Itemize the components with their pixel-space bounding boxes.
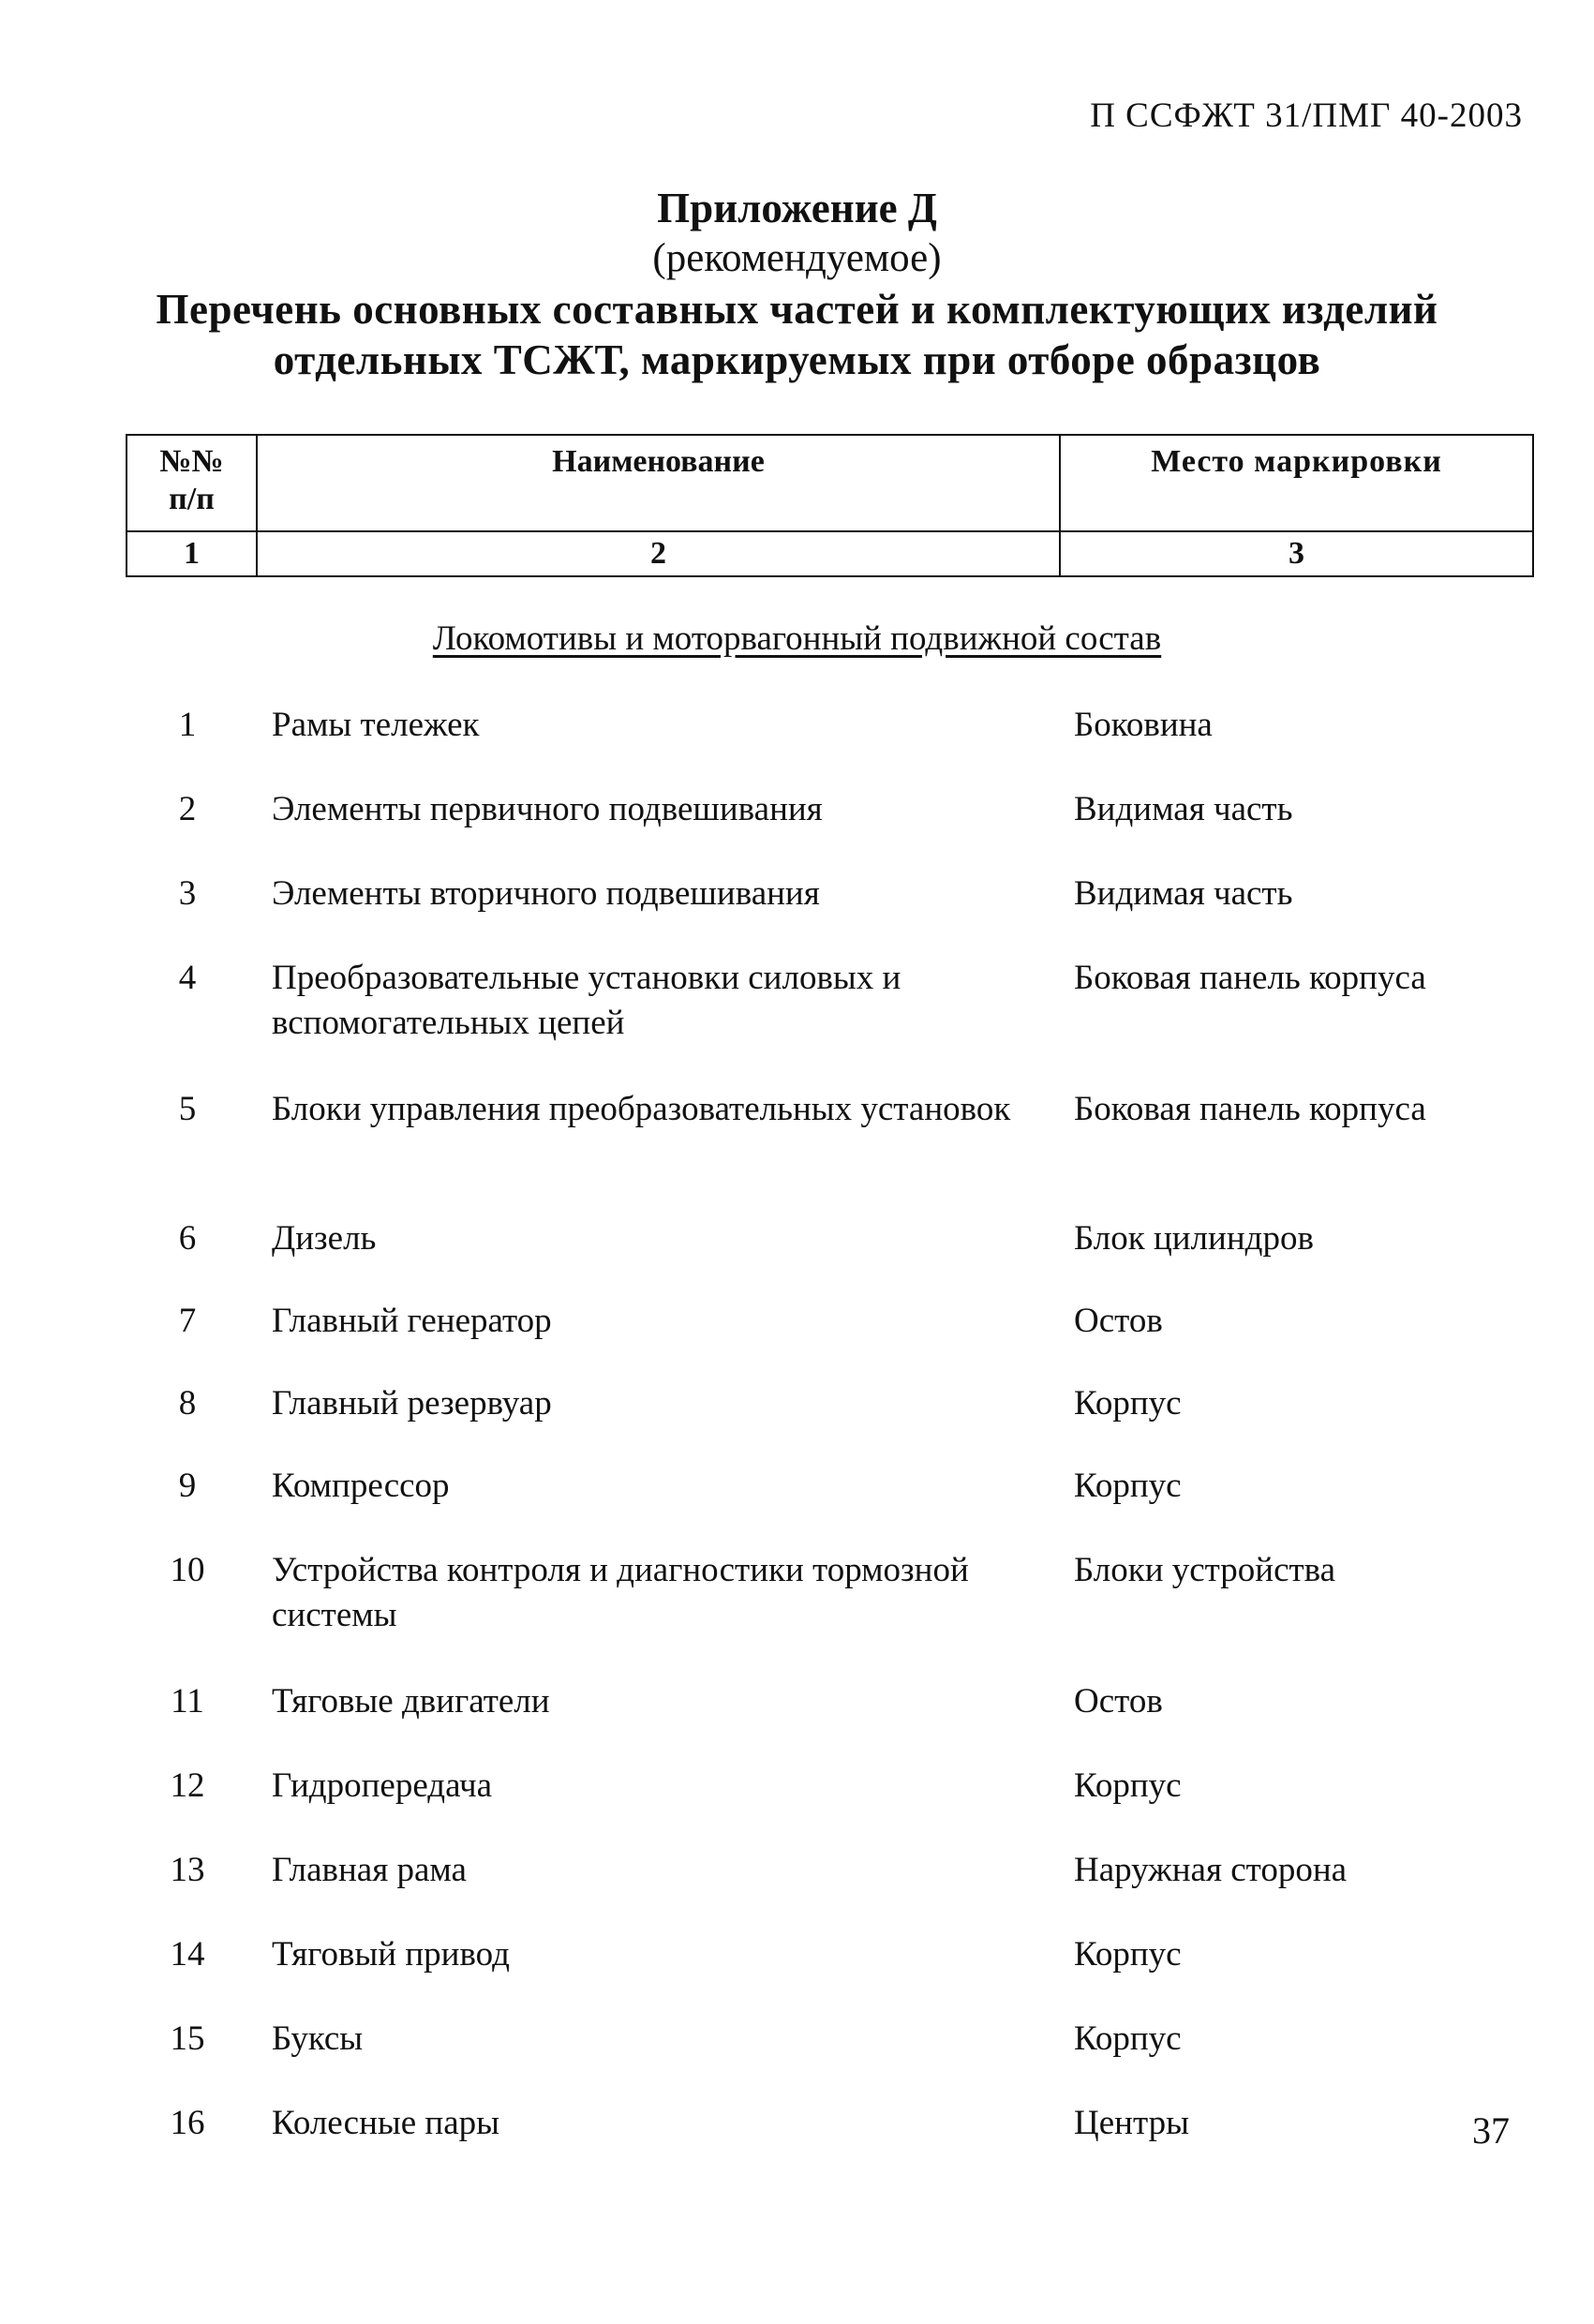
item-name: Главный резервуар xyxy=(272,1384,552,1423)
item-name: Устройства контроля и диагностики тормозной системы xyxy=(272,1551,969,1634)
list-title-line-2: отдельных ТСЖТ, маркируемых при отборе образцов xyxy=(273,336,1321,383)
column-header-number-line-1: №№ xyxy=(159,444,224,479)
item-number: 15 xyxy=(170,2019,205,2058)
item-place: Боковая панель корпуса xyxy=(1074,1090,1426,1128)
item-place: Видимая часть xyxy=(1074,874,1293,913)
item-name: Блоки управления преобразовательных установок xyxy=(272,1090,1011,1128)
item-number: 13 xyxy=(170,1851,205,1889)
item-place: Корпус xyxy=(1074,1935,1182,1974)
column-index-1: 1 xyxy=(127,531,257,576)
appendix-title: Приложение Д xyxy=(657,185,937,231)
document-code: П ССФЖТ 31/ПМГ 40-2003 xyxy=(1090,97,1523,135)
item-name: Дизель xyxy=(272,1219,377,1258)
item-number: 16 xyxy=(170,2104,205,2142)
item-name: Буксы xyxy=(272,2019,364,2058)
list-title-line-1: Перечень основных составных частей и комплектующих изделий xyxy=(156,286,1438,333)
column-index-3: 3 xyxy=(1060,531,1533,576)
item-place: Боковина xyxy=(1074,706,1213,744)
item-number: 10 xyxy=(170,1551,205,1589)
item-place: Блок цилиндров xyxy=(1074,1219,1314,1258)
column-header-number xyxy=(127,435,257,531)
item-place: Корпус xyxy=(1074,1467,1182,1505)
item-name: Тяговые двигатели xyxy=(272,1682,550,1721)
column-header-number-line-2: п/п xyxy=(169,482,215,516)
item-place: Наружная сторона xyxy=(1074,1851,1348,1889)
item-name: Тяговый привод xyxy=(272,1935,510,1974)
item-name: Гидропередача xyxy=(272,1766,493,1805)
item-number: 1 xyxy=(178,706,197,744)
item-name: Элементы первичного подвешивания xyxy=(272,790,823,828)
item-place: Корпус xyxy=(1074,1766,1182,1805)
column-index-2: 2 xyxy=(257,531,1060,576)
item-place: Остов xyxy=(1074,1302,1163,1340)
item-number: 12 xyxy=(170,1766,205,1805)
item-place: Остов xyxy=(1074,1682,1163,1721)
appendix-status: (рекомендуемое) xyxy=(652,236,942,280)
item-name: Главная рама xyxy=(272,1851,467,1889)
item-name: Компрессор xyxy=(272,1467,450,1505)
item-number: 9 xyxy=(178,1467,197,1505)
item-place: Центры xyxy=(1074,2104,1189,2142)
item-number: 3 xyxy=(178,874,197,913)
item-place: Боковая панель корпуса xyxy=(1074,959,1426,997)
item-place: Блоки устройства xyxy=(1074,1551,1336,1589)
item-place: Корпус xyxy=(1074,1384,1182,1423)
section-title: Локомотивы и моторвагонный подвижной состав xyxy=(432,619,1162,658)
item-name: Рамы тележек xyxy=(272,706,480,744)
title-block xyxy=(0,183,1594,385)
item-number: 14 xyxy=(170,1935,205,1974)
item-number: 8 xyxy=(178,1384,197,1423)
item-place: Видимая часть xyxy=(1074,790,1293,828)
column-header-place: Место маркировки xyxy=(1060,435,1533,531)
item-place: Корпус xyxy=(1074,2019,1182,2058)
item-name: Преобразовательные установки силовых и вспомогательных цепей xyxy=(272,959,901,1042)
item-name: Элементы вторичного подвешивания xyxy=(272,874,820,913)
item-number: 7 xyxy=(178,1302,197,1340)
page-number: 37 xyxy=(1472,2109,1510,2152)
item-name: Главный генератор xyxy=(272,1302,552,1340)
item-number: 11 xyxy=(171,1682,204,1721)
item-number: 5 xyxy=(178,1090,197,1128)
item-number: 2 xyxy=(178,790,197,828)
column-header-name: Наименование xyxy=(257,435,1060,531)
item-name: Колесные пары xyxy=(272,2104,499,2142)
header-table xyxy=(126,434,1534,577)
item-number: 6 xyxy=(178,1219,197,1258)
item-number: 4 xyxy=(178,959,197,997)
